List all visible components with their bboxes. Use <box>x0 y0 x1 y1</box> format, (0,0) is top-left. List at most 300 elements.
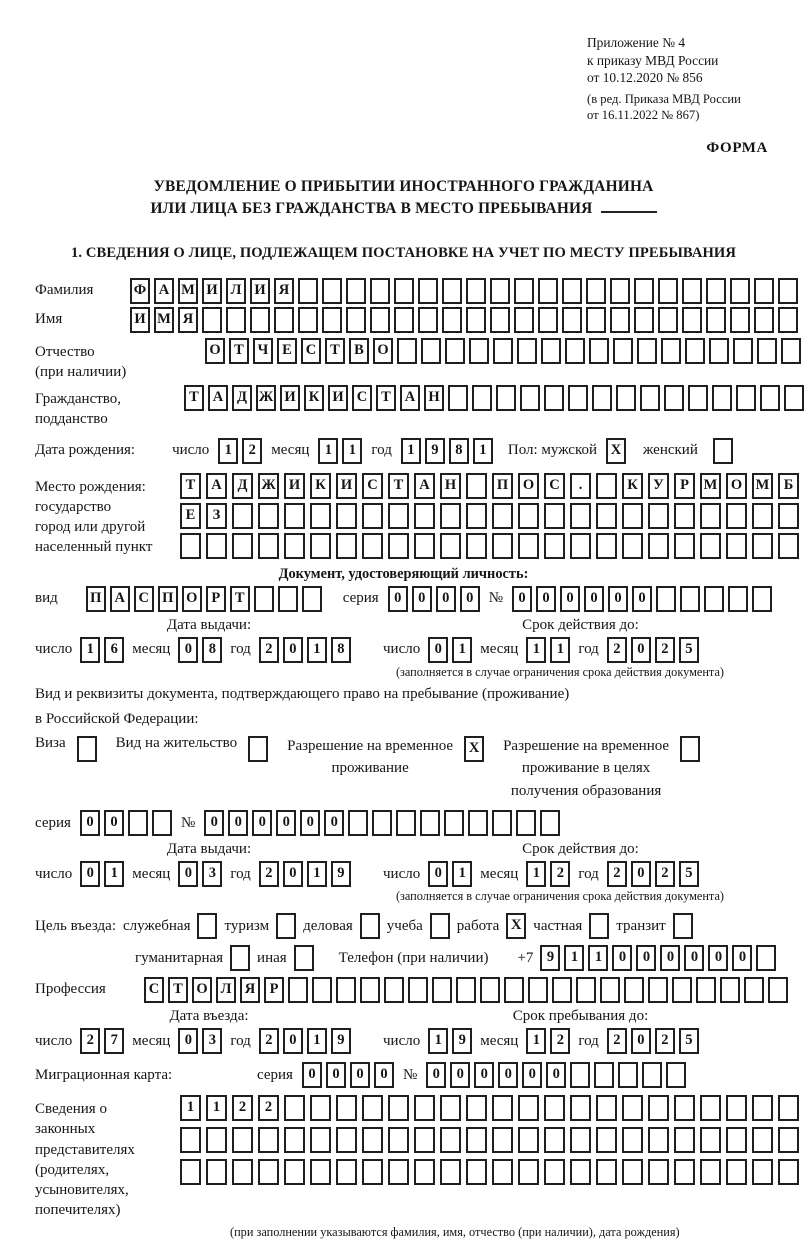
form-cell[interactable]: 0 <box>228 810 248 836</box>
form-cell[interactable]: 5 <box>679 861 699 887</box>
form-cell[interactable]: Л <box>226 278 246 304</box>
form-cell[interactable]: 0 <box>350 1062 370 1088</box>
form-cell[interactable]: 3 <box>202 861 222 887</box>
form-cell[interactable]: О <box>373 338 393 364</box>
form-cell[interactable] <box>613 338 633 364</box>
form-cell[interactable] <box>709 338 729 364</box>
form-cell[interactable] <box>472 385 492 411</box>
form-cell[interactable] <box>362 533 383 559</box>
form-cell[interactable]: К <box>304 385 324 411</box>
form-cell[interactable]: Б <box>778 473 799 499</box>
form-cell[interactable] <box>442 307 462 333</box>
form-cell[interactable]: Я <box>274 278 294 304</box>
form-cell[interactable] <box>518 1159 539 1185</box>
purpose-checkbox-cell[interactable] <box>197 913 217 939</box>
form-cell[interactable]: 0 <box>512 586 532 612</box>
form-cell[interactable] <box>637 338 657 364</box>
form-cell[interactable] <box>180 533 201 559</box>
form-cell[interactable] <box>733 338 753 364</box>
form-cell[interactable]: М <box>700 473 721 499</box>
form-cell[interactable]: 0 <box>636 945 656 971</box>
form-cell[interactable] <box>394 278 414 304</box>
form-cell[interactable] <box>666 1062 686 1088</box>
form-cell[interactable]: 0 <box>374 1062 394 1088</box>
form-cell[interactable] <box>726 1159 747 1185</box>
form-cell[interactable] <box>284 503 305 529</box>
form-cell[interactable] <box>674 1127 695 1153</box>
form-cell[interactable]: 2 <box>259 637 279 663</box>
form-cell[interactable] <box>420 810 440 836</box>
form-cell[interactable] <box>634 278 654 304</box>
form-cell[interactable] <box>394 307 414 333</box>
form-cell[interactable] <box>302 586 322 612</box>
form-cell[interactable]: 3 <box>202 1028 222 1054</box>
form-cell[interactable]: 1 <box>550 637 570 663</box>
form-cell[interactable] <box>456 977 476 1003</box>
form-cell[interactable]: 0 <box>612 945 632 971</box>
form-cell[interactable]: С <box>144 977 164 1003</box>
form-cell[interactable] <box>674 503 695 529</box>
form-cell[interactable]: 0 <box>104 810 124 836</box>
form-cell[interactable] <box>518 1127 539 1153</box>
form-cell[interactable]: К <box>310 473 331 499</box>
form-cell[interactable] <box>648 977 668 1003</box>
form-cell[interactable]: 0 <box>80 810 100 836</box>
form-cell[interactable]: О <box>205 338 225 364</box>
purpose-checkbox-cell[interactable] <box>673 913 693 939</box>
form-cell[interactable] <box>570 1062 590 1088</box>
form-cell[interactable]: С <box>134 586 154 612</box>
form-cell[interactable] <box>544 503 565 529</box>
form-cell[interactable] <box>586 307 606 333</box>
form-cell[interactable]: С <box>362 473 383 499</box>
form-cell[interactable] <box>232 533 253 559</box>
form-cell[interactable]: 0 <box>388 586 408 612</box>
purpose-checkbox-cell[interactable] <box>230 945 250 971</box>
form-cell[interactable] <box>206 533 227 559</box>
form-cell[interactable] <box>440 1159 461 1185</box>
form-cell[interactable] <box>752 533 773 559</box>
form-cell[interactable] <box>298 278 318 304</box>
form-cell[interactable]: 1 <box>526 861 546 887</box>
form-cell[interactable]: 7 <box>104 1028 124 1054</box>
form-cell[interactable]: 0 <box>632 586 652 612</box>
form-cell[interactable] <box>492 1095 513 1121</box>
form-cell[interactable] <box>562 307 582 333</box>
form-cell[interactable]: 0 <box>450 1062 470 1088</box>
form-cell[interactable] <box>596 1095 617 1121</box>
form-cell[interactable] <box>778 307 798 333</box>
form-cell[interactable] <box>469 338 489 364</box>
form-cell[interactable] <box>518 1095 539 1121</box>
form-cell[interactable] <box>720 977 740 1003</box>
form-cell[interactable]: Л <box>216 977 236 1003</box>
form-cell[interactable] <box>226 307 246 333</box>
form-cell[interactable]: 2 <box>232 1095 253 1121</box>
form-cell[interactable] <box>680 586 700 612</box>
form-cell[interactable] <box>640 385 660 411</box>
form-cell[interactable]: И <box>328 385 348 411</box>
form-cell[interactable] <box>634 307 654 333</box>
form-cell[interactable] <box>442 278 462 304</box>
form-cell[interactable] <box>322 278 342 304</box>
form-cell[interactable]: 0 <box>498 1062 518 1088</box>
form-cell[interactable] <box>752 1095 773 1121</box>
form-cell[interactable]: Ж <box>258 473 279 499</box>
form-cell[interactable]: 0 <box>178 861 198 887</box>
form-cell[interactable]: 1 <box>526 1028 546 1054</box>
form-cell[interactable] <box>700 1159 721 1185</box>
form-cell[interactable] <box>258 1127 279 1153</box>
form-cell[interactable] <box>250 307 270 333</box>
form-cell[interactable] <box>336 1159 357 1185</box>
form-cell[interactable] <box>466 307 486 333</box>
form-cell[interactable] <box>570 1127 591 1153</box>
male-checkbox-cell[interactable]: X <box>606 438 626 464</box>
form-cell[interactable]: 9 <box>425 438 445 464</box>
form-cell[interactable] <box>752 1127 773 1153</box>
form-cell[interactable] <box>726 1127 747 1153</box>
form-cell[interactable] <box>274 307 294 333</box>
form-cell[interactable]: 1 <box>588 945 608 971</box>
form-cell[interactable]: 0 <box>178 1028 198 1054</box>
form-cell[interactable] <box>493 338 513 364</box>
form-cell[interactable] <box>570 1159 591 1185</box>
form-cell[interactable] <box>440 1127 461 1153</box>
form-cell[interactable] <box>346 307 366 333</box>
form-cell[interactable] <box>444 810 464 836</box>
form-cell[interactable]: 2 <box>607 1028 627 1054</box>
form-cell[interactable]: 9 <box>331 861 351 887</box>
form-cell[interactable]: 1 <box>473 438 493 464</box>
form-cell[interactable] <box>346 278 366 304</box>
form-cell[interactable]: 6 <box>104 637 124 663</box>
form-cell[interactable] <box>258 1159 279 1185</box>
form-cell[interactable] <box>336 533 357 559</box>
form-cell[interactable]: Я <box>240 977 260 1003</box>
form-cell[interactable] <box>414 1159 435 1185</box>
form-cell[interactable] <box>674 1159 695 1185</box>
form-cell[interactable] <box>388 1127 409 1153</box>
form-cell[interactable] <box>440 1095 461 1121</box>
form-cell[interactable] <box>180 1159 201 1185</box>
form-cell[interactable]: Е <box>277 338 297 364</box>
form-cell[interactable]: 0 <box>631 861 651 887</box>
form-cell[interactable] <box>658 278 678 304</box>
form-cell[interactable]: 9 <box>540 945 560 971</box>
form-cell[interactable] <box>682 278 702 304</box>
form-cell[interactable] <box>492 503 513 529</box>
form-cell[interactable]: 2 <box>655 861 675 887</box>
form-cell[interactable] <box>492 533 513 559</box>
form-cell[interactable] <box>622 1127 643 1153</box>
form-cell[interactable] <box>466 1095 487 1121</box>
form-cell[interactable] <box>752 1159 773 1185</box>
form-cell[interactable] <box>254 586 274 612</box>
form-cell[interactable]: 1 <box>318 438 338 464</box>
form-cell[interactable]: 1 <box>452 861 472 887</box>
form-cell[interactable] <box>541 338 561 364</box>
form-cell[interactable]: 1 <box>564 945 584 971</box>
form-cell[interactable] <box>388 1095 409 1121</box>
form-cell[interactable]: И <box>202 278 222 304</box>
form-cell[interactable]: 0 <box>436 586 456 612</box>
form-cell[interactable] <box>674 533 695 559</box>
form-cell[interactable]: 2 <box>607 861 627 887</box>
form-cell[interactable] <box>206 1127 227 1153</box>
form-cell[interactable]: П <box>86 586 106 612</box>
form-cell[interactable]: Т <box>376 385 396 411</box>
form-cell[interactable] <box>322 307 342 333</box>
form-cell[interactable] <box>544 533 565 559</box>
form-cell[interactable]: А <box>154 278 174 304</box>
form-cell[interactable]: 9 <box>331 1028 351 1054</box>
form-cell[interactable] <box>704 586 724 612</box>
form-cell[interactable] <box>466 278 486 304</box>
form-cell[interactable] <box>336 1127 357 1153</box>
form-cell[interactable] <box>520 385 540 411</box>
form-cell[interactable] <box>685 338 705 364</box>
form-cell[interactable] <box>596 533 617 559</box>
form-cell[interactable] <box>696 977 716 1003</box>
form-cell[interactable] <box>414 1095 435 1121</box>
purpose-checkbox-cell[interactable] <box>276 913 296 939</box>
form-cell[interactable]: 0 <box>536 586 556 612</box>
form-cell[interactable] <box>778 1159 799 1185</box>
form-cell[interactable]: З <box>206 503 227 529</box>
form-cell[interactable] <box>570 1095 591 1121</box>
form-cell[interactable] <box>596 473 617 499</box>
form-cell[interactable] <box>736 385 756 411</box>
form-cell[interactable] <box>664 385 684 411</box>
form-cell[interactable]: 5 <box>679 637 699 663</box>
form-cell[interactable] <box>298 307 318 333</box>
form-cell[interactable]: 0 <box>474 1062 494 1088</box>
form-cell[interactable] <box>672 977 692 1003</box>
form-cell[interactable]: 0 <box>732 945 752 971</box>
form-cell[interactable] <box>752 503 773 529</box>
form-cell[interactable] <box>778 533 799 559</box>
form-cell[interactable]: 0 <box>584 586 604 612</box>
form-cell[interactable] <box>432 977 452 1003</box>
form-cell[interactable] <box>648 503 669 529</box>
form-cell[interactable]: 1 <box>218 438 238 464</box>
form-cell[interactable] <box>754 307 774 333</box>
form-cell[interactable] <box>421 338 441 364</box>
form-cell[interactable] <box>496 385 516 411</box>
rvp-edu-checkbox-cell[interactable] <box>680 736 700 762</box>
form-cell[interactable] <box>596 1159 617 1185</box>
visa-checkbox-cell[interactable] <box>77 736 97 762</box>
form-cell[interactable]: 1 <box>104 861 124 887</box>
form-cell[interactable]: 1 <box>342 438 362 464</box>
form-cell[interactable] <box>310 1159 331 1185</box>
form-cell[interactable]: Р <box>264 977 284 1003</box>
form-cell[interactable] <box>610 307 630 333</box>
form-cell[interactable] <box>642 1062 662 1088</box>
form-cell[interactable] <box>768 977 788 1003</box>
form-cell[interactable] <box>688 385 708 411</box>
form-cell[interactable] <box>700 1127 721 1153</box>
form-cell[interactable] <box>284 1127 305 1153</box>
form-cell[interactable]: 0 <box>300 810 320 836</box>
form-cell[interactable]: М <box>154 307 174 333</box>
form-cell[interactable]: 0 <box>204 810 224 836</box>
form-cell[interactable]: А <box>414 473 435 499</box>
form-cell[interactable] <box>348 810 368 836</box>
form-cell[interactable]: Р <box>674 473 695 499</box>
form-cell[interactable] <box>202 307 222 333</box>
form-cell[interactable] <box>518 533 539 559</box>
form-cell[interactable] <box>728 586 748 612</box>
form-cell[interactable]: 0 <box>252 810 272 836</box>
form-cell[interactable]: 2 <box>80 1028 100 1054</box>
form-cell[interactable] <box>312 977 332 1003</box>
rvp-checkbox-cell[interactable]: X <box>464 736 484 762</box>
form-cell[interactable] <box>258 503 279 529</box>
form-cell[interactable] <box>538 307 558 333</box>
form-cell[interactable] <box>712 385 732 411</box>
form-cell[interactable]: 1 <box>307 861 327 887</box>
form-cell[interactable]: Д <box>232 385 252 411</box>
form-cell[interactable]: Т <box>229 338 249 364</box>
form-cell[interactable] <box>384 977 404 1003</box>
form-cell[interactable] <box>388 533 409 559</box>
form-cell[interactable]: А <box>110 586 130 612</box>
form-cell[interactable]: 1 <box>307 637 327 663</box>
form-cell[interactable]: П <box>492 473 513 499</box>
form-cell[interactable]: П <box>158 586 178 612</box>
form-cell[interactable] <box>232 503 253 529</box>
form-cell[interactable] <box>492 810 512 836</box>
form-cell[interactable] <box>726 533 747 559</box>
form-cell[interactable] <box>778 1095 799 1121</box>
form-cell[interactable] <box>514 278 534 304</box>
form-cell[interactable] <box>388 1159 409 1185</box>
form-cell[interactable] <box>466 473 487 499</box>
form-cell[interactable] <box>528 977 548 1003</box>
form-cell[interactable] <box>408 977 428 1003</box>
residence-checkbox-cell[interactable] <box>248 736 268 762</box>
form-cell[interactable] <box>616 385 636 411</box>
form-cell[interactable] <box>516 810 536 836</box>
form-cell[interactable] <box>544 1159 565 1185</box>
purpose-checkbox-cell[interactable] <box>430 913 450 939</box>
form-cell[interactable] <box>700 1095 721 1121</box>
purpose-checkbox-cell[interactable] <box>589 913 609 939</box>
form-cell[interactable] <box>538 278 558 304</box>
form-cell[interactable] <box>658 307 678 333</box>
form-cell[interactable]: И <box>280 385 300 411</box>
form-cell[interactable]: 8 <box>331 637 351 663</box>
purpose-checkbox-cell[interactable] <box>360 913 380 939</box>
form-cell[interactable] <box>466 503 487 529</box>
form-cell[interactable]: 0 <box>631 1028 651 1054</box>
form-cell[interactable]: 1 <box>307 1028 327 1054</box>
form-cell[interactable]: Т <box>325 338 345 364</box>
form-cell[interactable] <box>706 307 726 333</box>
form-cell[interactable]: 8 <box>449 438 469 464</box>
form-cell[interactable]: И <box>284 473 305 499</box>
form-cell[interactable]: 2 <box>607 637 627 663</box>
form-cell[interactable] <box>288 977 308 1003</box>
form-cell[interactable] <box>784 385 804 411</box>
purpose-checkbox-cell[interactable] <box>294 945 314 971</box>
form-cell[interactable] <box>570 503 591 529</box>
form-cell[interactable] <box>414 1127 435 1153</box>
form-cell[interactable] <box>622 1159 643 1185</box>
form-cell[interactable] <box>336 1095 357 1121</box>
form-cell[interactable] <box>622 533 643 559</box>
form-cell[interactable] <box>622 503 643 529</box>
form-cell[interactable] <box>206 1159 227 1185</box>
form-cell[interactable]: М <box>178 278 198 304</box>
form-cell[interactable]: Т <box>168 977 188 1003</box>
form-cell[interactable] <box>744 977 764 1003</box>
form-cell[interactable] <box>648 1127 669 1153</box>
form-cell[interactable] <box>180 1127 201 1153</box>
form-cell[interactable] <box>610 278 630 304</box>
form-cell[interactable] <box>700 533 721 559</box>
form-cell[interactable]: 0 <box>324 810 344 836</box>
form-cell[interactable]: 0 <box>708 945 728 971</box>
form-cell[interactable] <box>232 1159 253 1185</box>
form-cell[interactable]: К <box>622 473 643 499</box>
form-cell[interactable]: 2 <box>550 861 570 887</box>
form-cell[interactable] <box>682 307 702 333</box>
form-cell[interactable]: Н <box>440 473 461 499</box>
form-cell[interactable]: 0 <box>302 1062 322 1088</box>
form-cell[interactable] <box>445 338 465 364</box>
form-cell[interactable] <box>674 1095 695 1121</box>
form-cell[interactable]: А <box>208 385 228 411</box>
form-cell[interactable] <box>648 1159 669 1185</box>
form-cell[interactable] <box>544 1127 565 1153</box>
form-cell[interactable] <box>648 533 669 559</box>
form-cell[interactable]: Я <box>178 307 198 333</box>
form-cell[interactable] <box>706 278 726 304</box>
form-cell[interactable]: 2 <box>550 1028 570 1054</box>
form-cell[interactable] <box>552 977 572 1003</box>
form-cell[interactable]: Н <box>424 385 444 411</box>
form-cell[interactable]: О <box>726 473 747 499</box>
form-cell[interactable]: 0 <box>460 586 480 612</box>
form-cell[interactable]: А <box>400 385 420 411</box>
form-cell[interactable] <box>586 278 606 304</box>
form-cell[interactable]: Ф <box>130 278 150 304</box>
form-cell[interactable]: 2 <box>259 861 279 887</box>
form-cell[interactable] <box>490 278 510 304</box>
form-cell[interactable] <box>310 1127 331 1153</box>
form-cell[interactable]: В <box>349 338 369 364</box>
form-cell[interactable]: 1 <box>80 637 100 663</box>
form-cell[interactable]: И <box>130 307 150 333</box>
form-cell[interactable]: 1 <box>428 1028 448 1054</box>
form-cell[interactable]: 2 <box>258 1095 279 1121</box>
form-cell[interactable] <box>278 586 298 612</box>
form-cell[interactable]: 0 <box>560 586 580 612</box>
form-cell[interactable] <box>544 385 564 411</box>
form-cell[interactable] <box>570 533 591 559</box>
form-cell[interactable] <box>440 503 461 529</box>
form-cell[interactable] <box>284 1159 305 1185</box>
form-cell[interactable] <box>360 977 380 1003</box>
form-cell[interactable] <box>480 977 500 1003</box>
form-cell[interactable] <box>562 278 582 304</box>
form-cell[interactable] <box>760 385 780 411</box>
form-cell[interactable]: Д <box>232 473 253 499</box>
form-cell[interactable]: 5 <box>679 1028 699 1054</box>
